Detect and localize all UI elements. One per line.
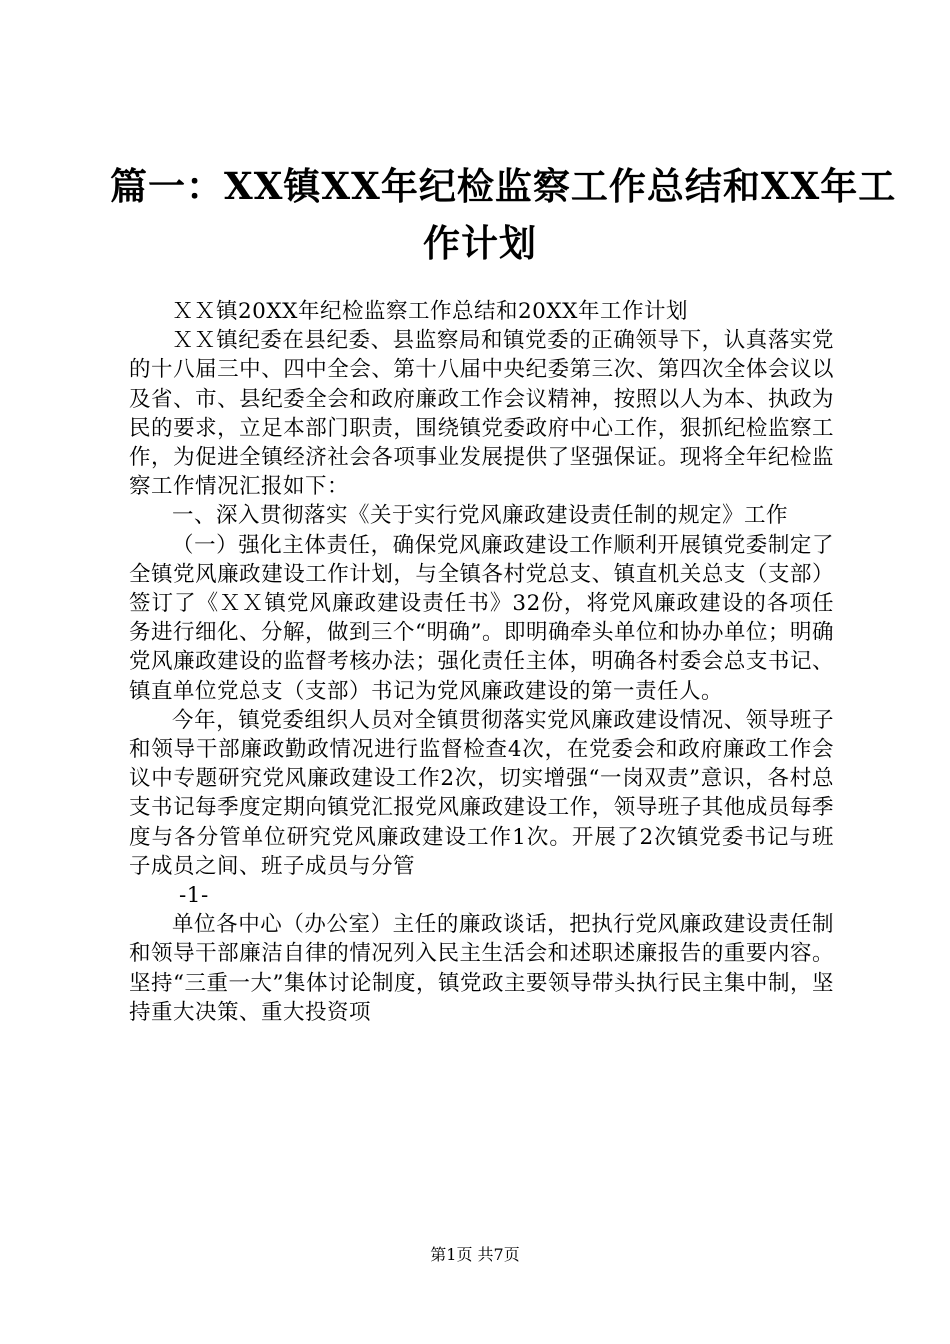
- page-footer: 第1页 共7页: [430, 1245, 520, 1264]
- document-body: [129, 297, 834, 1027]
- document-title-line-2: 作计划: [423, 221, 537, 265]
- paragraph-subsection-1: （一）强化主体责任，确保党风廉政建设工作顺利开展镇党委制定了全镇党风廉政建设工作计划，与全镇各村党总支、镇直机关总支（支部）签订了《ＸＸ镇党风廉政建设责任书》32份，将党风廉政建设的各项任务进行细化、分解，做到三个“明确”。即明确牵头单位和协办单位；明确党风廉政建设的监督考核办法；强化责任主体，明确各村委会总支书记、镇直单位党总支（支部）书记为党风廉政建设的第一责任人。: [129, 532, 834, 704]
- document-title-line-1: 篇一：XX镇XX年纪检监察工作总结和XX年工: [110, 164, 897, 208]
- intro-paragraph: ＸＸ镇纪委在县纪委、县监察局和镇党委的正确领导下，认真落实党的十八届三中、四中全会、第十八届中央纪委第三次、第四次全体会议以及省、市、县纪委全会和政府廉政工作会议精神，按照以人为本、执政为民的要求，立足本部门职责，围绕镇党委政府中心工作，狠抓纪检监察工作，为促进全镇经济社会各项事业发展提供了坚强保证。现将全年纪检监察工作情况汇报如下：: [129, 328, 834, 500]
- section-heading-1: 一、深入贯彻落实《关于实行党风廉政建设责任制的规定》工作: [172, 503, 789, 529]
- paragraph-this-year: 今年，镇党委组织人员对全镇贯彻落实党风廉政建设情况、领导班子和领导干部廉政勤政情况进行监督检查4次，在党委会和政府廉政工作会议中专题研究党风廉政建设工作2次，切实增强“一岗双责”意识，各村总支书记每季度定期向镇党汇报党风廉政建设工作，领导班子其他成员每季度与各分管单位研究党风廉政建设工作1次。开展了2次镇党委书记与班子成员之间、班子成员与分管: [129, 707, 834, 879]
- inline-page-number: -1-: [179, 883, 209, 909]
- paragraph-continued: 单位各中心（办公室）主任的廉政谈话，把执行党风廉政建设责任制和领导干部廉洁自律的情况列入民主生活会和述职述廉报告的重要内容。坚持“三重一大”集体讨论制度，镇党政主要领导带头执行民主集中制，坚持重大决策、重大投资项: [129, 912, 834, 1025]
- subtitle-paragraph: ＸＸ镇20XX年纪检监察工作总结和20XX年工作计划: [172, 299, 688, 324]
